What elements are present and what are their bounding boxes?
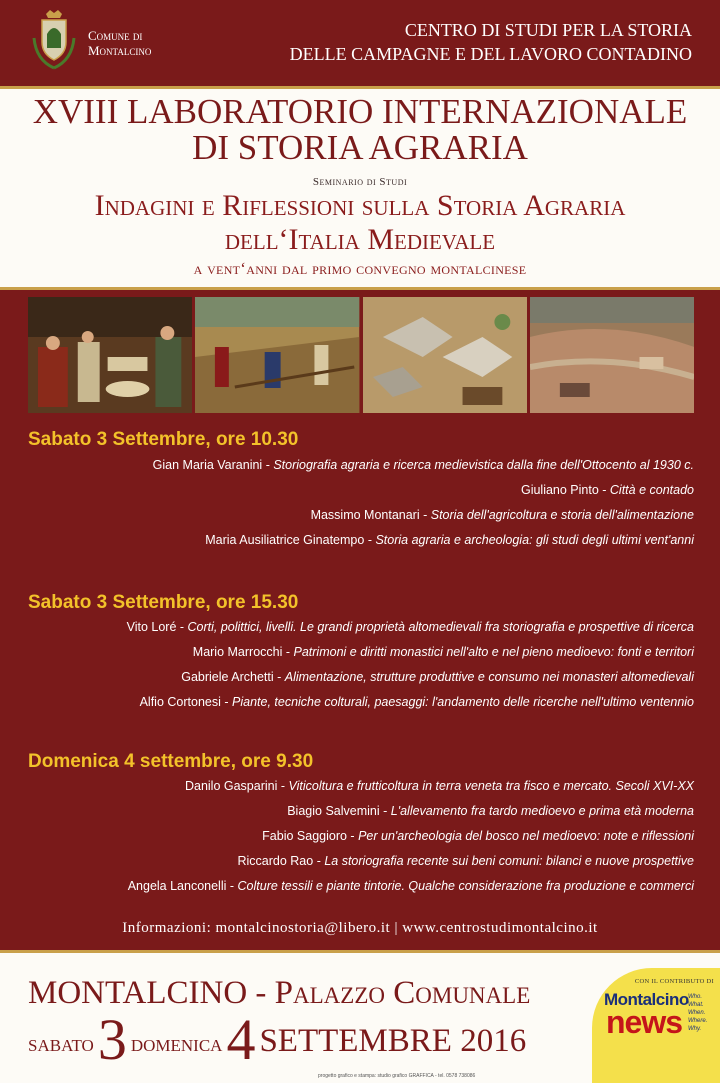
village-fresco-painting bbox=[363, 297, 527, 413]
paintings-strip bbox=[28, 297, 694, 413]
talk-row: Massimo Montanari - Storia dell'agricoltura e storia dell'alimentazione bbox=[310, 508, 694, 522]
subtitle-line2: dell‘Italia Medievale bbox=[224, 223, 496, 256]
talk-row: Fabio Saggioro - Per un'archeologia del bosco nel medioevo: note e riflessioni bbox=[262, 829, 694, 843]
talk-row: Gabriele Archetti - Alimentazione, strutture produttive e consumo nei monasteri altomedievali bbox=[181, 670, 694, 684]
comune-label bbox=[88, 28, 151, 58]
talk-title: Patrimoni e diritti monastici nell'alto e nel pieno medioevo: fonti e territori bbox=[293, 645, 694, 659]
sponsor-badge bbox=[592, 968, 720, 1083]
title-band bbox=[0, 86, 720, 290]
talk-row: Danilo Gasparini - Viticoltura e frutticoltura in terra veneta tra fisco e mercato. Secoli XVI-XX bbox=[184, 779, 694, 793]
talk-title: Storia dell'agricoltura e storia dell'alimentazione bbox=[430, 508, 694, 522]
speaker: Vito Loré bbox=[126, 620, 177, 634]
coat-of-arms-icon bbox=[30, 8, 78, 74]
sponsor-label: CON IL CONTRIBUTO DI bbox=[634, 978, 714, 985]
subtitle-line1: Indagini e Riflessioni sulla Storia Agraria bbox=[94, 189, 626, 222]
day1-number: 3 bbox=[97, 1007, 127, 1072]
subtitle-line3: a vent‘anni dal primo convegno montalcinese bbox=[193, 259, 527, 278]
speaker: Mario Marrocchi bbox=[192, 645, 283, 659]
contact-info[interactable]: Informazioni: montalcinostoria@libero.it | www.centrostudimontalcino.it bbox=[122, 920, 598, 936]
talk-title: Alimentazione, strutture produttive e consumo nei monasteri altomedievali bbox=[284, 670, 694, 684]
talk-row: Gian Maria Varanini - Storiografia agraria e ricerca medievistica dalla fine dell'Ottocento al 1930 c. bbox=[152, 458, 694, 472]
harvest-fresco-painting bbox=[195, 297, 359, 413]
logo-brand1: Montalcino bbox=[604, 990, 689, 1009]
talk-title: Viticoltura e frutticoltura in terra veneta tra fisco e mercato. Secoli XVI-XX bbox=[288, 779, 694, 793]
day2-number: 4 bbox=[226, 1007, 256, 1072]
talk-title: Città e contado bbox=[609, 483, 694, 497]
session-2 bbox=[28, 591, 694, 715]
centro-line2: DELLE CAMPAGNE E DEL LAVORO CONTADINO bbox=[289, 44, 692, 64]
footer bbox=[0, 950, 720, 1083]
speaker: Danilo Gasparini bbox=[184, 779, 278, 793]
session-3 bbox=[28, 750, 694, 899]
speaker: Biagio Salvemini bbox=[287, 804, 380, 818]
speaker: Fabio Saggioro bbox=[262, 829, 347, 843]
talk-row: Giuliano Pinto - Città e contado bbox=[520, 483, 694, 497]
talk-title: Storiografia agraria e ricerca medievistica dalla fine dell'Ottocento al 1930 c. bbox=[273, 458, 694, 472]
logo-tagline: Who. What. When. Where. Why. bbox=[688, 994, 708, 1032]
talk-row: Biagio Salvemini - L'allevamento fra tardo medioevo e prima età moderna bbox=[287, 804, 694, 818]
speaker: Angela Lanconelli bbox=[127, 879, 227, 893]
speaker: Maria Ausiliatrice Ginatempo bbox=[205, 533, 365, 547]
header bbox=[0, 0, 720, 86]
talk-row: Angela Lanconelli - Colture tessili e piante tintorie. Qualche considerazione fra produzione e commerci bbox=[127, 879, 694, 893]
talk-title: Corti, polittici, livelli. Le grandi proprietà altomedievali fra storiografia e prospettive di ricerca bbox=[187, 620, 694, 634]
speaker: Massimo Montanari bbox=[310, 508, 420, 522]
countryside-fresco-painting bbox=[530, 297, 694, 413]
talk-title: Per un'archeologia del bosco nel medioevo: note e riflessioni bbox=[358, 829, 694, 843]
speaker: Riccardo Rao bbox=[237, 854, 314, 868]
main-title-line1: XVIII LABORATORIO INTERNAZIONALE bbox=[32, 92, 688, 131]
speaker: Alfio Cortonesi bbox=[139, 695, 221, 709]
talk-row: Maria Ausiliatrice Ginatempo - Storia agraria e archeologia: gli studi degli ultimi vent'anni bbox=[205, 533, 694, 547]
session-3-title: Domenica 4 settembre, ore 9.30 bbox=[28, 751, 314, 772]
comune-line1: Comune di bbox=[88, 28, 143, 43]
venue: MONTALCINO - Palazzo Comunale bbox=[28, 975, 531, 1011]
talk-title: La storiografia recente sui beni comuni: bilanci e nuove prospettive bbox=[324, 854, 694, 868]
montalcino-news-logo[interactable] bbox=[604, 990, 714, 1052]
event-dates bbox=[28, 1007, 527, 1072]
logo-brand2: news bbox=[606, 1004, 683, 1040]
speaker: Giuliano Pinto bbox=[520, 483, 599, 497]
session-1 bbox=[28, 428, 694, 553]
talk-row: Vito Loré - Corti, polittici, livelli. Le grandi proprietà altomedievali fra storiografia e prospettive di ricerca bbox=[126, 620, 694, 634]
talk-title: Piante, tecniche colturali, paesaggi: l'andamento delle ricerche nell'ultimo ventennio bbox=[232, 695, 694, 709]
session-1-title: Sabato 3 Settembre, ore 10.30 bbox=[28, 429, 299, 450]
peasant-wedding-painting bbox=[28, 297, 192, 413]
talk-title: Storia agraria e archeologia: gli studi degli ultimi vent'anni bbox=[375, 533, 694, 547]
talk-row: Alfio Cortonesi - Piante, tecniche colturali, paesaggi: l'andamento delle ricerche nell'ultimo ventennio bbox=[139, 695, 694, 709]
month-year: SETTEMBRE 2016 bbox=[259, 1023, 527, 1059]
day2-label: domenica bbox=[130, 1031, 223, 1057]
day1-label: sabato bbox=[28, 1031, 94, 1057]
talk-title: L'allevamento fra tardo medioevo e prima età moderna bbox=[390, 804, 694, 818]
speaker: Gian Maria Varanini bbox=[152, 458, 263, 472]
comune-line2: Montalcino bbox=[88, 43, 152, 58]
talk-title: Colture tessili e piante tintorie. Qualche considerazione fra produzione e commerci bbox=[237, 879, 694, 893]
speaker: Gabriele Archetti bbox=[181, 670, 274, 684]
main-title-line2: DI STORIA AGRARIA bbox=[192, 128, 528, 167]
session-2-title: Sabato 3 Settembre, ore 15.30 bbox=[28, 592, 299, 613]
seminar-kicker: Seminario di Studi bbox=[312, 176, 408, 188]
talk-row: Mario Marrocchi - Patrimoni e diritti monastici nell'alto e nel pieno medioevo: fonti e territori bbox=[192, 645, 694, 659]
print-credit: progetto grafico e stampa: studio grafico GRAFFICA - tel. 0578 738086 bbox=[318, 1073, 476, 1079]
centro-line1: CENTRO DI STUDI PER LA STORIA bbox=[404, 20, 692, 40]
centro-studi bbox=[290, 18, 692, 66]
talk-row: Riccardo Rao - La storiografia recente sui beni comuni: bilanci e nuove prospettive bbox=[237, 854, 694, 868]
